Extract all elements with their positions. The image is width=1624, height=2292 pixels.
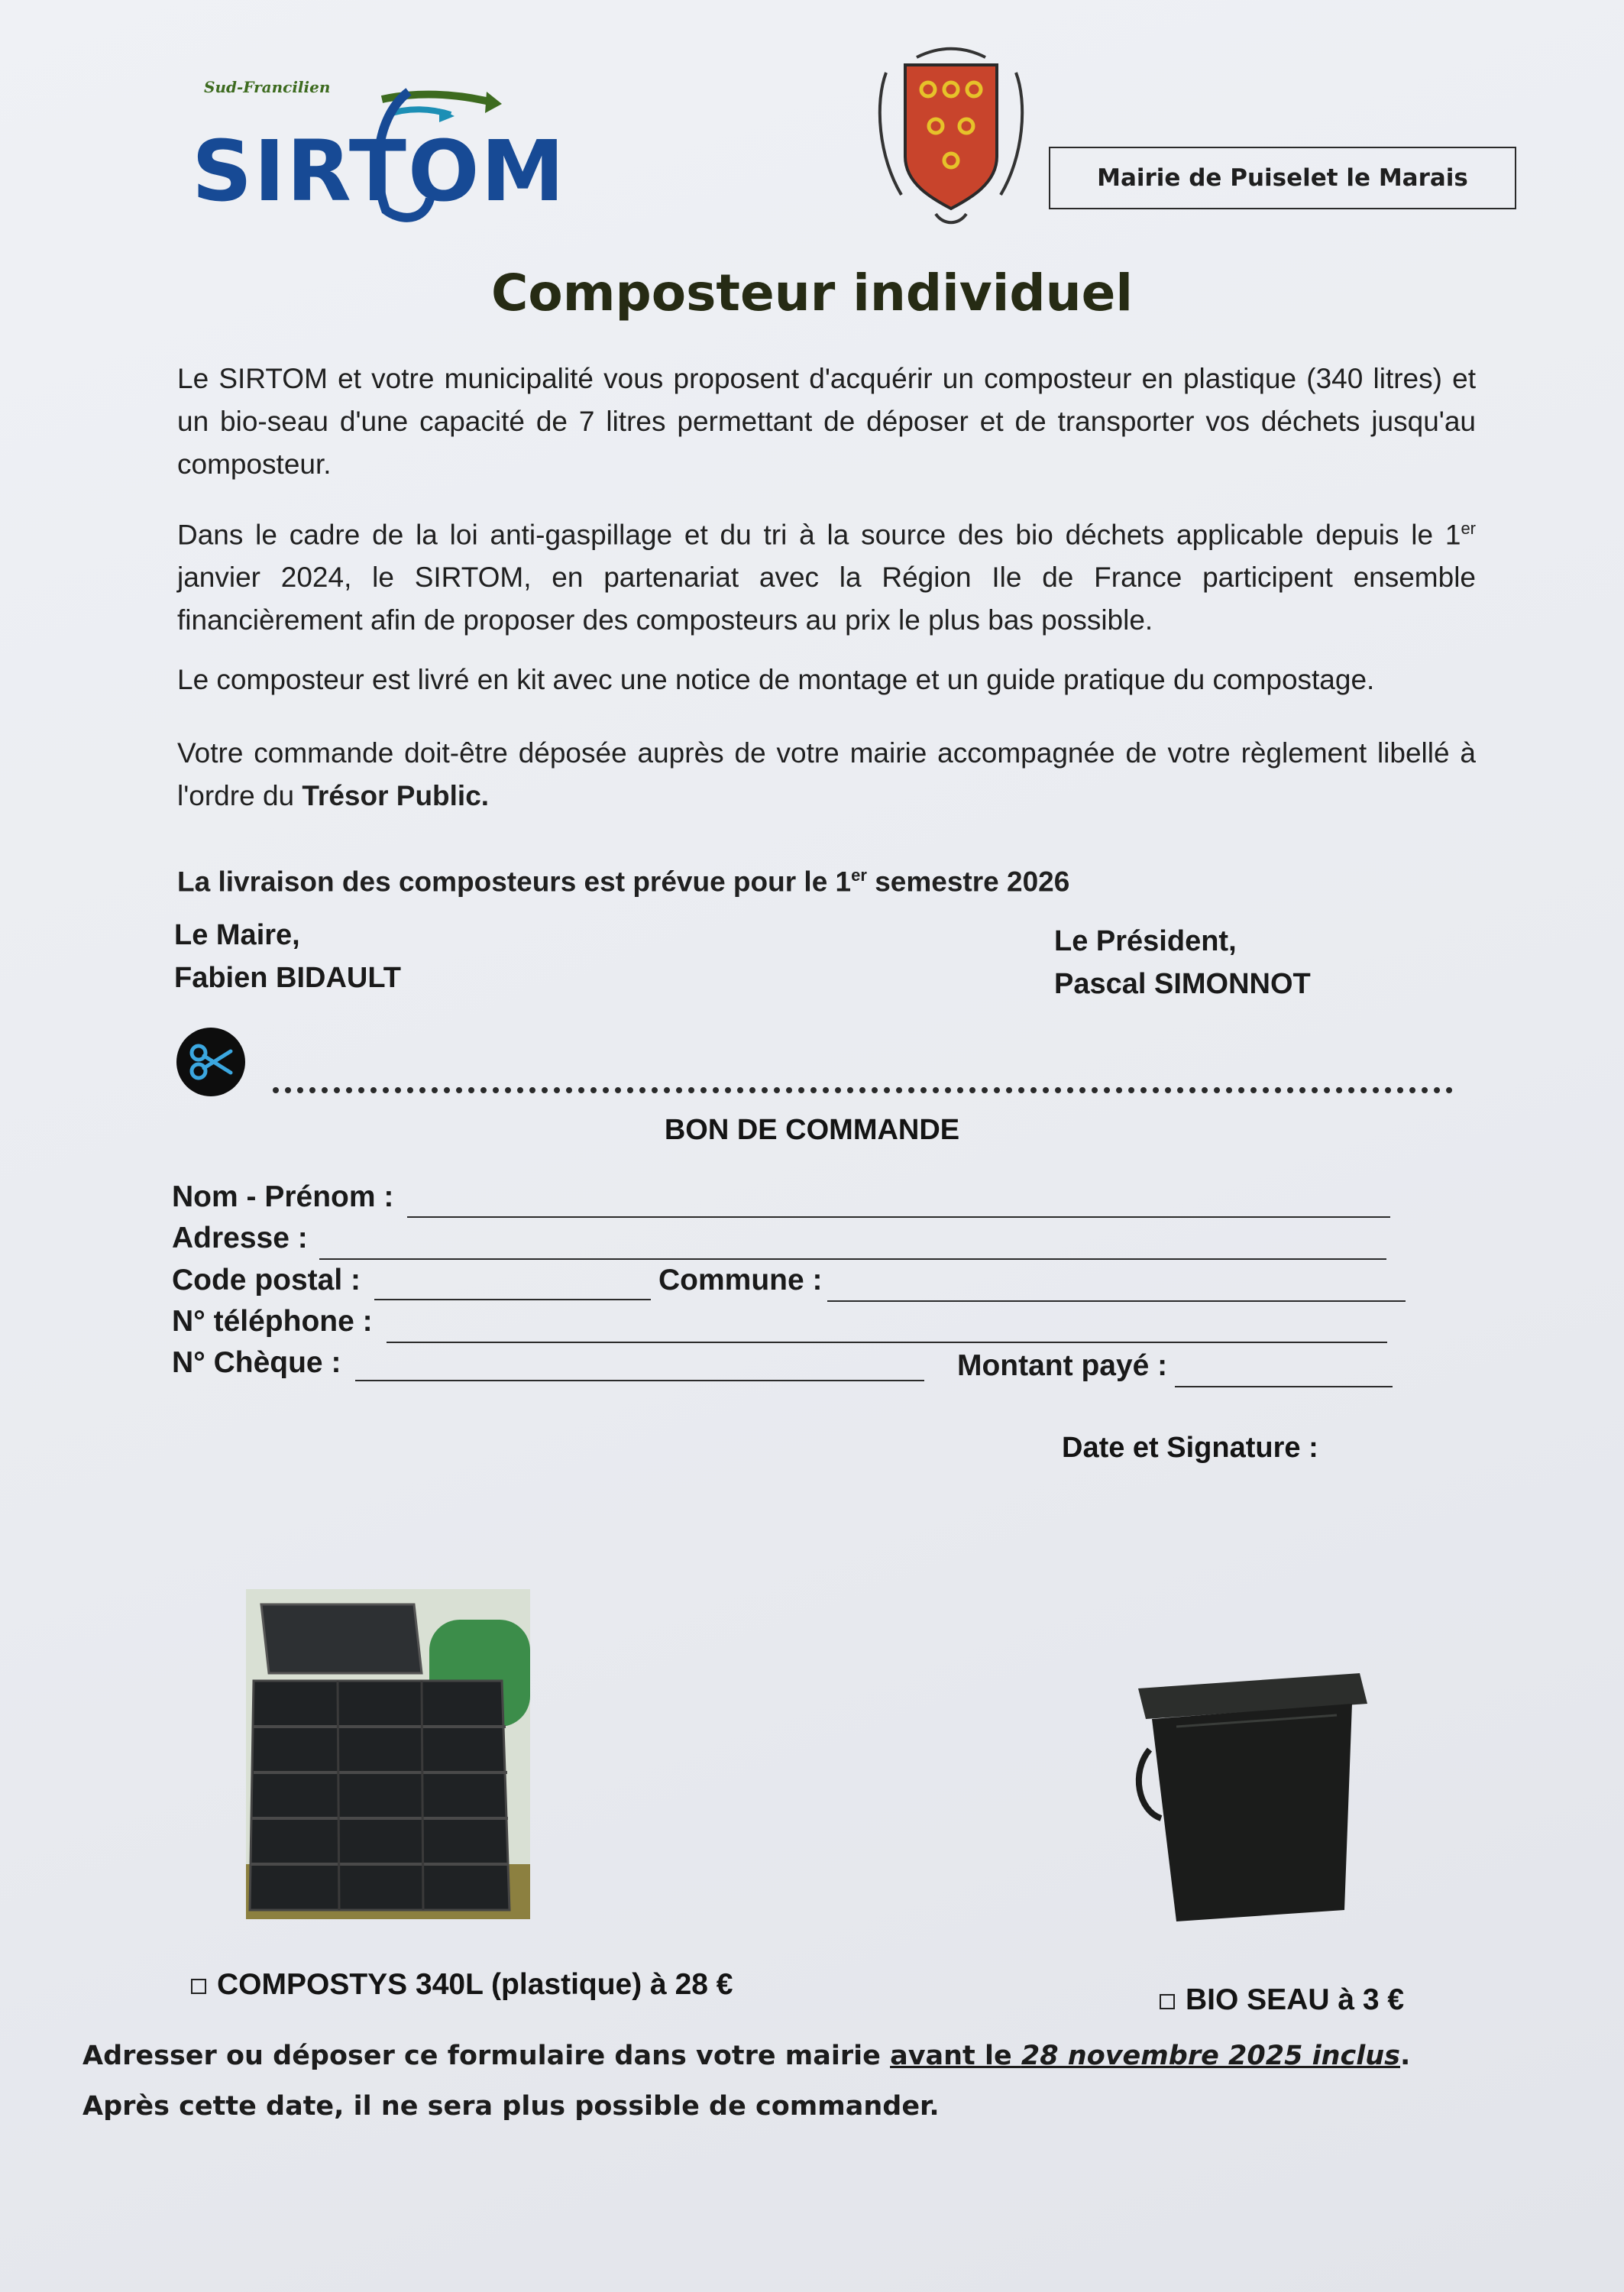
paragraph-kit: Le composteur est livré en kit avec une notice de montage et un guide pratique du compostage. <box>177 664 1375 695</box>
paragraph-order <box>177 732 1476 817</box>
mairie-label: Mairie de Puiselet le Marais <box>1097 164 1468 192</box>
footer-text-1: Adresser ou déposer ce formulaire dans votre mairie <box>82 2041 891 2071</box>
footer-text-2: . Après cette date, il ne sera plus possible de commander. <box>82 2041 1411 2122</box>
logo-wordmark: SIRTOM <box>192 122 566 220</box>
option-bio-bucket[interactable] <box>1160 1983 1404 2017</box>
commune-field[interactable] <box>827 1300 1406 1302</box>
paragraph-order-text: Votre commande doit-être déposée auprès de votre mairie accompagnée de votre règlement libellé à l'ordre du <box>177 737 1476 811</box>
mairie-label-box <box>1049 147 1516 209</box>
commune-label: Commune : <box>658 1264 823 1297</box>
mayor-name: Fabien BIDAULT <box>174 962 401 994</box>
paragraph-law-sup: er <box>1461 519 1476 538</box>
amount-field[interactable] <box>1175 1386 1393 1387</box>
order-form-heading: BON DE COMMANDE <box>664 1114 960 1146</box>
option-composter-label: COMPOSTYS 340L (plastique) à 28 € <box>217 1968 733 2001</box>
president-name: Pascal SIMONNOT <box>1054 968 1311 1000</box>
coat-of-arms <box>871 42 1031 229</box>
paragraph-delivery-text-2: semestre 2026 <box>866 866 1070 898</box>
paragraph-delivery <box>177 854 1476 903</box>
phone-field[interactable] <box>387 1342 1387 1343</box>
cut-line <box>273 1087 1453 1093</box>
paragraph-delivery-sup: er <box>851 866 867 885</box>
option-bio-bucket-label: BIO SEAU à 3 € <box>1186 1983 1405 2016</box>
cheque-label: N° Chèque : <box>172 1346 341 1379</box>
bio-bucket-image <box>1131 1658 1383 1933</box>
footer-deadline-prefix: avant le <box>890 2041 1021 2071</box>
mayor-role: Le Maire, <box>174 919 300 951</box>
signature-president <box>1054 920 1311 1005</box>
page-title: Composteur individuel <box>491 264 1133 322</box>
sirtom-logo <box>187 69 566 229</box>
footer-notice <box>82 2031 1480 2132</box>
composter-checkbox[interactable] <box>191 1979 206 1994</box>
scissors-icon <box>176 1027 246 1097</box>
cheque-field[interactable] <box>355 1380 924 1381</box>
paragraph-intro: Le SIRTOM et votre municipalité vous proposent d'acquérir un composteur en plastique (340 litres) et un bio-seau d'une capacité de 7 litres permettant de déposer et de transporter vos déchets jusqu'au composteur. <box>177 363 1476 480</box>
bio-bucket-checkbox[interactable] <box>1160 1994 1175 2009</box>
amount-label: Montant payé : <box>957 1349 1168 1382</box>
address-field[interactable] <box>319 1258 1386 1260</box>
paragraph-law-text-2: janvier 2024, le SIRTOM, en partenariat avec la Région Ile de France participent ensemble financièrement afin de proposer des composteurs au prix le plus bas possible. <box>177 562 1476 636</box>
paragraph-delivery-text-1: La livraison des composteurs est prévue pour le 1 <box>177 866 852 898</box>
address-label: Adresse : <box>172 1222 308 1254</box>
paragraph-law <box>177 507 1476 642</box>
composter-image <box>246 1589 530 1919</box>
postal-code-label: Code postal : <box>172 1264 361 1297</box>
name-label: Nom - Prénom : <box>172 1180 394 1213</box>
option-composter[interactable] <box>191 1968 733 2002</box>
footer-deadline-date: 28 novembre 2025 inclus <box>1021 2041 1401 2071</box>
phone-label: N° téléphone : <box>172 1305 373 1338</box>
logo-subtitle: Sud-Francilien <box>204 78 331 96</box>
paragraph-order-bold: Trésor Public. <box>302 780 490 811</box>
signature-mayor <box>174 914 401 999</box>
paragraph-law-text-1: Dans le cadre de la loi anti-gaspillage et du tri à la source des bio déchets applicable depuis le 1 <box>177 519 1461 551</box>
name-field[interactable] <box>407 1216 1390 1218</box>
president-role: Le Président, <box>1054 925 1237 957</box>
postal-code-field[interactable] <box>374 1299 651 1300</box>
date-signature-label: Date et Signature : <box>1062 1432 1318 1464</box>
